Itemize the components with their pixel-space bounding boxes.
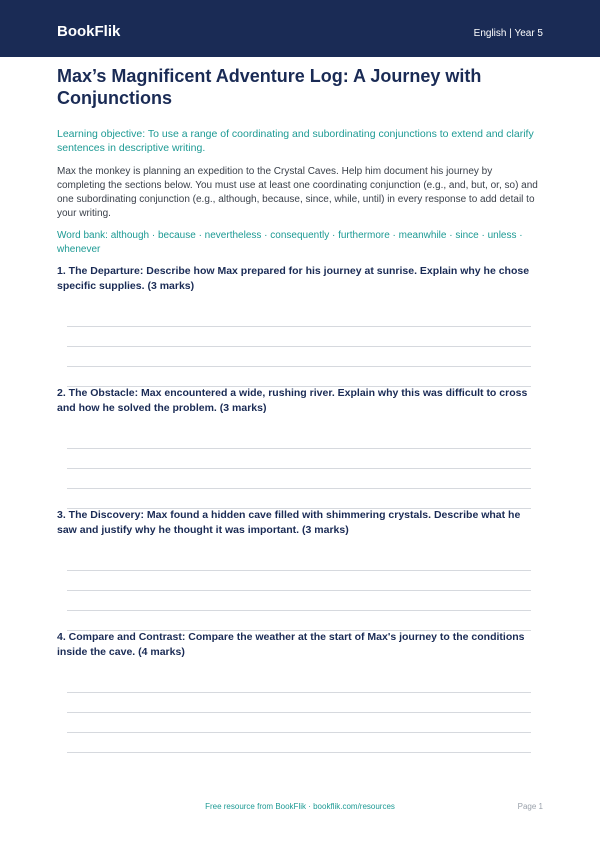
answer-line[interactable] (67, 752, 531, 753)
answer-line[interactable] (67, 366, 531, 367)
intro-section (57, 65, 543, 257)
question-text: 2. The Obstacle: Max encountered a wide, rushing river. Explain why this was difficult to cross and how he solved the problem. (3 marks) (57, 387, 528, 414)
subject-year: English | Year 5 (473, 28, 543, 39)
page-title: Max’s Magnificent Adventure Log: A Journey with Conjunctions (57, 66, 482, 108)
question-4 (57, 630, 533, 660)
brand-logo[interactable]: BookFlik (57, 23, 121, 40)
question-text: 4. Compare and Contrast: Compare the weather at the start of Max's journey to the conditions inside the cave. (4 marks) (57, 631, 525, 658)
answer-line[interactable] (67, 346, 531, 347)
learning-objective: Learning objective: To use a range of coordinating and subordinating conjunctions to extend and clarify sentences in descriptive writing. (57, 128, 534, 154)
question-text: 1. The Departure: Describe how Max prepared for his journey at sunrise. Explain why he chose specific supplies. (3 marks) (57, 265, 530, 292)
answer-line[interactable] (67, 590, 531, 591)
question-1 (57, 264, 533, 294)
answer-line[interactable] (67, 468, 531, 469)
answer-line[interactable] (67, 488, 531, 489)
answer-line[interactable] (67, 732, 531, 733)
answer-line[interactable] (67, 448, 531, 449)
instructions: Max the monkey is planning an expedition to the Crystal Caves. Help him document his journey by completing the sections below. You must use at least one coordinating conjunction (e.g., and, but, or, so) and one subordinating conjunction (e.g., although, because, since, while, until) in every response to add detail to your writing. (57, 166, 538, 219)
header-bar (0, 0, 600, 57)
answer-line[interactable] (67, 712, 531, 713)
footer-credit[interactable]: Free resource from BookFlik · bookflik.com/resources (205, 802, 395, 811)
question-2 (57, 386, 533, 416)
answer-line[interactable] (67, 570, 531, 571)
answer-line[interactable] (67, 692, 531, 693)
page-number: Page 1 (517, 802, 543, 811)
answer-line[interactable] (67, 326, 531, 327)
question-text: 3. The Discovery: Max found a hidden cave filled with shimmering crystals. Describe what he saw and justify why he thought it was important. (3 marks) (57, 509, 521, 536)
word-bank: Word bank: although · because · nevertheless · consequently · furthermore · meanwhile · since · unless · whenever (57, 230, 523, 255)
answer-line[interactable] (67, 610, 531, 611)
question-3 (57, 508, 533, 538)
